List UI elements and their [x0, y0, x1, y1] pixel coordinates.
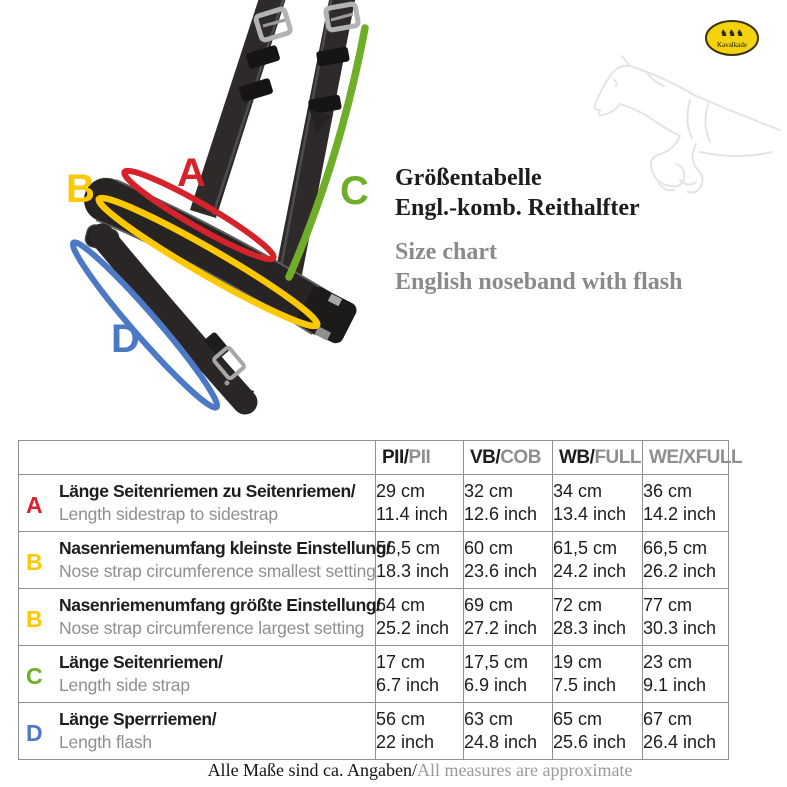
- measurement-cm: 63 cm: [464, 709, 514, 729]
- footnote: [65, 760, 775, 781]
- row-letter: C: [26, 662, 43, 689]
- measurement-cell: [464, 589, 553, 646]
- measurement-inch: 6.7 inch: [376, 675, 440, 695]
- measurement-inch: 18.3 inch: [376, 561, 450, 581]
- annotation-letter-d: D: [111, 317, 140, 361]
- size-column-header: PII/PII: [376, 441, 464, 475]
- measurement-inch: 9.1 inch: [643, 675, 707, 695]
- measurement-inch: 26.2 inch: [643, 561, 717, 581]
- measurement-inch: 12.6 inch: [464, 504, 538, 524]
- measurement-cm: 60 cm: [464, 538, 514, 558]
- measurement-cell: [553, 703, 643, 760]
- measurement-inch: 6.9 inch: [464, 675, 528, 695]
- measurement-cm: 29 cm: [376, 481, 426, 501]
- measurement-cm: 77 cm: [643, 595, 693, 615]
- measurement-cell: [553, 532, 643, 589]
- noseband-product-photo: [40, 0, 400, 440]
- measurement-cell: [553, 646, 643, 703]
- row-label-en: Length flash: [59, 732, 152, 752]
- footnote-de: Alle Maße sind ca. Angaben/: [207, 760, 418, 780]
- measurement-cm: 61,5 cm: [553, 538, 618, 558]
- size-column-header: VB/COB: [464, 441, 553, 475]
- corner-cell: [19, 441, 376, 475]
- measurement-cm: 65 cm: [553, 709, 603, 729]
- row-letter: B: [26, 548, 43, 575]
- size-column-header: WE/XFULL: [643, 441, 729, 475]
- measurement-inch: 11.4 inch: [376, 504, 448, 524]
- brand-logo: [704, 19, 760, 57]
- annotation-letter-c: C: [340, 169, 369, 213]
- title-de-line2: Engl.-komb. Reithalfter: [395, 195, 640, 221]
- measurement-cm: 23 cm: [643, 652, 693, 672]
- measurement-cell: [643, 475, 729, 532]
- title-de-line1: Größentabelle: [395, 165, 542, 191]
- size-row: [19, 475, 729, 532]
- size-row: [19, 589, 729, 646]
- measurement-inch: 24.8 inch: [464, 732, 538, 752]
- row-letter: B: [26, 605, 43, 632]
- measurement-cm: 19 cm: [553, 652, 603, 672]
- row-label-de: Länge Seitenriemen/: [59, 652, 223, 672]
- annotation-letter-b: B: [66, 167, 95, 211]
- measurement-cell: [464, 703, 553, 760]
- measurement-cm: 56 cm: [376, 709, 426, 729]
- row-label-cell: [19, 646, 376, 703]
- measurement-cm: 69 cm: [464, 595, 514, 615]
- size-row: [19, 532, 729, 589]
- measurement-cell: [553, 475, 643, 532]
- measurement-cell: [376, 703, 464, 760]
- measurement-cell: [643, 532, 729, 589]
- measurement-cell: [643, 703, 729, 760]
- measurement-inch: 14.2 inch: [643, 504, 717, 524]
- row-label-de: Nasenriemenumfang größte Einstellung/: [59, 595, 381, 615]
- size-row: [19, 703, 729, 760]
- measurement-inch: 30.3 inch: [643, 618, 717, 638]
- measurement-inch: 25.6 inch: [553, 732, 627, 752]
- measurement-inch: 22 inch: [376, 732, 435, 752]
- measurement-cm: 66,5 cm: [643, 538, 708, 558]
- measurement-inch: 23.6 inch: [464, 561, 538, 581]
- row-label-en: Length sidestrap to sidestrap: [59, 504, 278, 524]
- row-letter: A: [26, 491, 43, 518]
- row-label-cell: [19, 475, 376, 532]
- measurement-inch: 25.2 inch: [376, 618, 450, 638]
- measurement-cell: [464, 475, 553, 532]
- row-label-en: Nose strap circumference largest setting: [59, 618, 365, 638]
- measurement-cm: 36 cm: [643, 481, 693, 501]
- title-en-line2: English noseband with flash: [395, 269, 683, 295]
- measurement-cm: 34 cm: [553, 481, 603, 501]
- measurement-inch: 28.3 inch: [553, 618, 627, 638]
- measurement-inch: 27.2 inch: [464, 618, 538, 638]
- measurement-cell: [376, 475, 464, 532]
- measurement-cm: 56,5 cm: [376, 538, 441, 558]
- row-label-en: Length side strap: [59, 675, 190, 695]
- measurement-cell: [553, 589, 643, 646]
- row-label-de: Nasenriemenumfang kleinste Einstellung/: [59, 538, 391, 558]
- measurement-cell: [376, 646, 464, 703]
- footnote-en: All measures are approximate: [417, 760, 633, 780]
- row-label-de: Länge Sperrriemen/: [59, 709, 217, 729]
- measurement-cell: [643, 646, 729, 703]
- size-column-header: WB/FULL: [553, 441, 643, 475]
- annotation-letter-a: A: [177, 151, 206, 195]
- title-en-line1: Size chart: [395, 239, 497, 265]
- measurement-inch: 26.4 inch: [643, 732, 717, 752]
- size-row: [19, 646, 729, 703]
- measurement-cm: 17,5 cm: [464, 652, 529, 672]
- right-strap: [275, 0, 359, 280]
- measurement-cm: 64 cm: [376, 595, 426, 615]
- measurement-cm: 67 cm: [643, 709, 693, 729]
- measurement-inch: 7.5 inch: [553, 675, 617, 695]
- measurement-inch: 24.2 inch: [553, 561, 627, 581]
- row-label-en: Nose strap circumference smallest setting: [59, 561, 376, 581]
- logo-wordmark: Kavalkade: [717, 41, 747, 49]
- measurement-cell: [376, 589, 464, 646]
- row-label-cell: [19, 532, 391, 589]
- logo-horses-icon: ♞♞♞: [719, 28, 745, 38]
- measurement-inch: 13.4 inch: [553, 504, 627, 524]
- row-label-cell: [19, 703, 376, 760]
- row-letter: D: [26, 719, 43, 746]
- measurement-cell: [464, 646, 553, 703]
- row-label-de: Länge Seitenriemen zu Seitenriemen/: [59, 481, 356, 501]
- measurement-cell: [464, 532, 553, 589]
- measurement-cm: 17 cm: [376, 652, 426, 672]
- measurement-cell: [643, 589, 729, 646]
- measurement-cm: 72 cm: [553, 595, 603, 615]
- row-label-cell: [19, 589, 381, 646]
- measurement-cm: 32 cm: [464, 481, 514, 501]
- size-header-row: [19, 441, 729, 475]
- size-chart-table: [18, 440, 743, 760]
- title-block: [395, 163, 682, 297]
